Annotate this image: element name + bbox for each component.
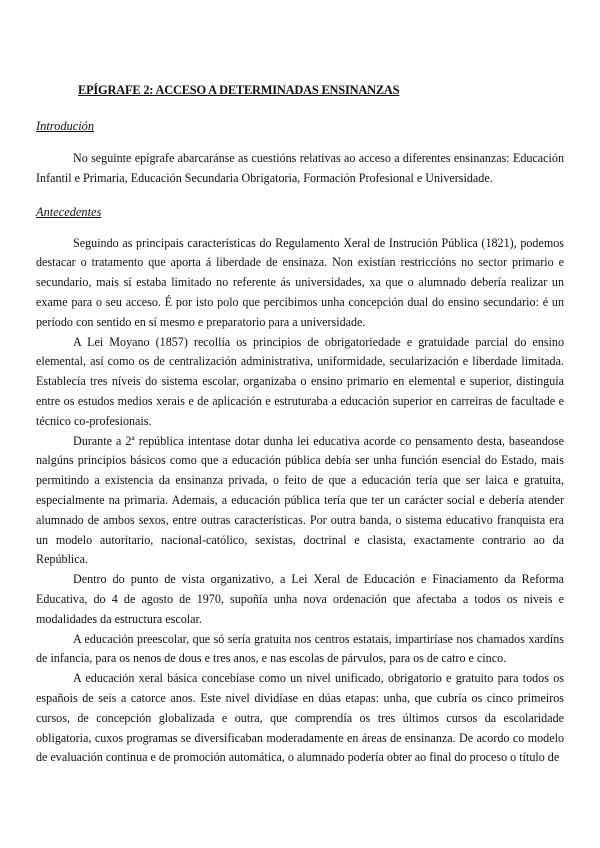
paragraph-educacion-xeral-basica: A educación xeral básica concebíase como un nivel unificado, obrigatorio e gratuito para todos os españois de seis a catorce anos. Este nivel dividíase en dúas etapas: unha, que cubría os cinco primeiros cursos, de concepción globalizada e outra, que comprendía os tres últimos cursos da escolaridade obligatoria, cuxos programas se diversificaban moderadamente en áreas de ensinanza. De acordo co modelo de evaluación continua e de promoción automática, o alumnado podería obter ao final do proceso o título de: [36, 671, 564, 765]
intro-paragraph: No seguinte epígrafe abarcaránse as cuestións relativas ao acceso a diferentes ensinanzas: Educación Infantil e Primaria, Educación Secundaria Obrigatoria, Formación Profesional e Universidade.: [36, 151, 564, 185]
section-heading-introducion: Introdución: [36, 119, 95, 133]
document-title: EPÍGRAFE 2: ACCESO A DETERMINADAS ENSINANZAS: [78, 83, 400, 97]
paragraph-regulamento-1821: Seguindo as principais características do Regulamento Xeral de Instrución Pública (1821), podemos destacar o tratamento que aporta á liberdade de ensinaza. Non existían restriccións no sector primario e secundario, mais sí estaba limitado no referente ás universidades, xa que o alumnado debería realizar un exame para o seu acceso. É por isto polo que percibimos unha concepción dual do ensino secundario: é un período con sentido en sí mesmo e preparatorio para a universidade.: [36, 235, 564, 329]
paragraph-lei-moyano: A Lei Moyano (1857) recollía os principios de obrigatoriedade e gratuidade parcial do ensino elemental, así como os de centralización administrativa, uniformidade, secularización e liberdade limitada. Establecía tres níveis do sistema escolar, organizaba o ensino primario en elemental e superior, distinguía entre os estudos medios xerais e de aplicación e estruturaba a educación superior en carreiras de facultade e técnico co-profesionais.: [36, 334, 564, 428]
section-heading-antecedentes: Antecedentes: [36, 204, 102, 219]
paragraph-lei-xeral-1970: Dentro do punto de vista organizativo, a Lei Xeral de Educación e Finaciamento da Reforma Educativa, do 4 de agosto de 1970, supoñía unha nova ordenación que afectaba a todos os niveis e modalidades da estructura escolar.: [36, 572, 564, 626]
paragraph-segunda-republica: Durante a 2ª república intentase dotar dunha lei educativa acorde co pensamento desta, baseandose nalgúns principios básicos como que a educación pública debía ser unha función esencial do Estado, mais permitindo a existencia da ensinanza privada, o feito de que a educación tería que ser laica e gratuita, especialmente na primaria. Ademais, a educación pública tería que ter un carácter social e debería atender alumnado de ambos sexos, entre outras características. Por outra banda, o sistema educativo franquista era un modelo autoritario, nacional-católico, sexistas, doctrinal e clasista, exactamente contrario ao da República.: [36, 433, 564, 567]
paragraph-educacion-preescolar: A educación preescolar, que só sería gratuita nos centros estatais, impartiríase nos chamados xardíns de infancia, para os nenos de dous e tres anos, e nas escolas de párvulos, para os de catro e cinco.: [36, 631, 564, 666]
